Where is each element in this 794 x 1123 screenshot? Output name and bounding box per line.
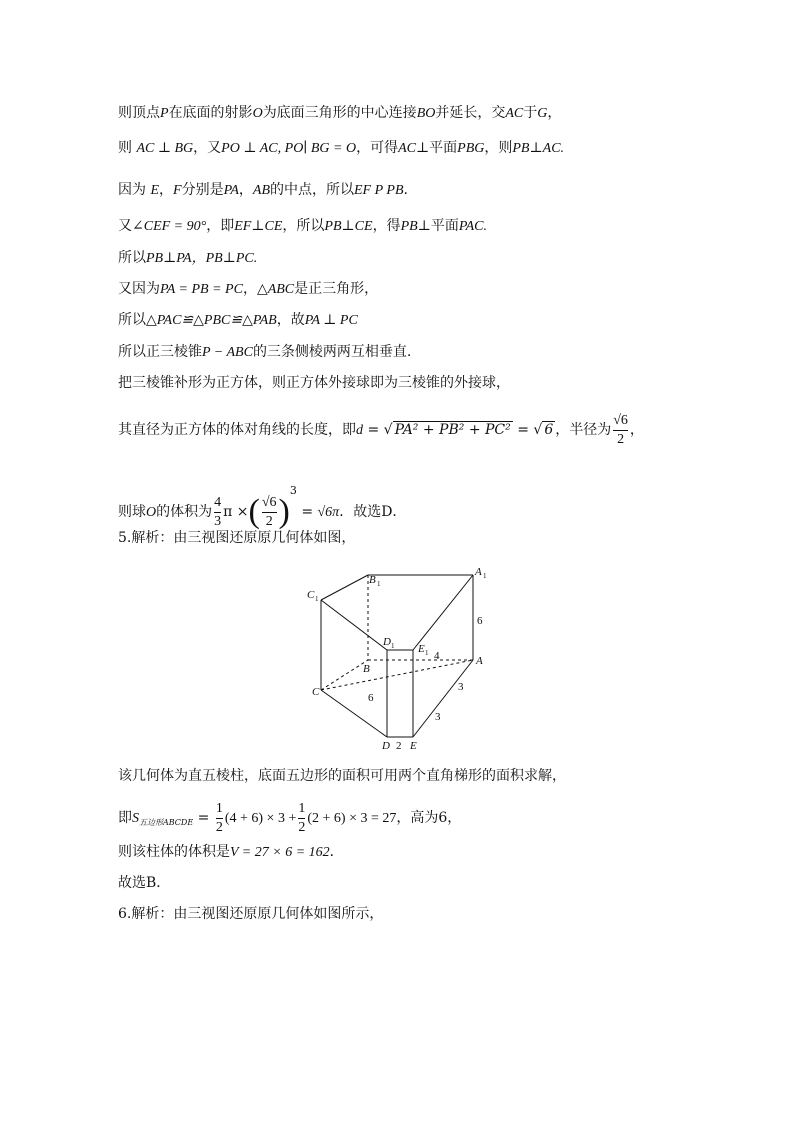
dim-cd-6: 6 <box>368 692 374 704</box>
label-d1: D <box>383 636 391 648</box>
dim-aa1-6: 6 <box>477 615 483 627</box>
label-a: A <box>476 655 483 667</box>
dim-e1-4: 4 <box>434 650 440 662</box>
hidden-edge-c-b <box>321 660 368 690</box>
text-line-15: 则该柱体的体积是V = 27 × 6 = 162． <box>118 844 344 860</box>
label-e1: E <box>418 643 425 655</box>
label-b: B <box>363 663 370 675</box>
text-line-5: 所以PB⊥PA，PB⊥PC. <box>118 250 258 266</box>
dim-ea-3-lower: 3 <box>435 711 441 723</box>
sqrt-6: √ 6 <box>533 422 554 438</box>
text-line-12: 5.解析：由三视图还原原几何体如图， <box>118 530 356 546</box>
label-e: E <box>410 740 417 752</box>
text-line-9: 把三棱锥补形为正方体，则正方体外接球即为三棱锥的外接球， <box>118 375 510 391</box>
fraction-half-2: $\frac{1}{2}$ <box>298 800 306 835</box>
label-d: D <box>382 740 390 752</box>
dim-de-2: 2 <box>396 740 402 752</box>
text-line-7: 所以△PAC≌△PBC≌△PAB，故PA ⊥ PC <box>118 312 358 328</box>
text-line-1: 则顶点P在底面的射影O为底面三角形的中心连接BO并延长，交AC于G， <box>118 105 562 121</box>
label-a1-sub: 1 <box>483 572 487 580</box>
text-line-8: 所以正三棱锥P − ABC的三条侧棱两两互相垂直. <box>118 344 412 360</box>
math-congruence: △PAC≌△PBC≌△PAB <box>146 313 277 328</box>
fraction-sqrt6-over-2: $\frac{√6}{2}$ <box>261 494 277 529</box>
label-b1-sub: 1 <box>377 580 381 588</box>
text-line-6: 又因为PA = PB = PC，△ABC是正三角形， <box>118 281 379 297</box>
sqrt-sum-squares: √ PA² + PB² + PC² <box>383 422 511 438</box>
pentagonal-prism-figure <box>300 560 500 760</box>
text-line-10: 其直径为正方体的体对角线的长度，即d = √ PA² + PB² + PC² = √ 6 ，半径为 $\frac{√6}{2}$ ， <box>118 412 644 447</box>
math-angle-cef: ∠CEF = 90° <box>132 219 207 234</box>
fraction-radius: $\frac{√6}{2}$ <box>613 412 628 447</box>
math-ac-perp-bg: AC ⊥ BG <box>136 141 194 156</box>
label-e1-sub: 1 <box>425 649 429 657</box>
hidden-edge-c-a <box>321 660 473 690</box>
label-c1-sub: 1 <box>315 595 319 603</box>
edge-c1-b1 <box>321 575 368 600</box>
label-b1: B <box>369 574 376 586</box>
edge-e-a <box>413 660 473 737</box>
text-line-4: 又∠CEF = 90°，即EF⊥CE，所以PB⊥CE，得PB⊥平面PAC. <box>118 218 487 234</box>
edge-c-d <box>321 690 387 737</box>
label-c: C <box>312 686 320 698</box>
edge-c1-d1 <box>321 600 387 650</box>
text-line-14: 即$S_{五边形ABCDE}$ = $\frac{1}{2}$ (4 + 6) × 3 + $\frac{1}{2}$ (2 + 6) × 3 = 27，高为6， <box>118 800 462 835</box>
label-a1: A <box>475 566 482 578</box>
label-c1: C <box>307 589 315 601</box>
math-po-perp-ac: PO ⊥ AC, PO∣ BG = O <box>221 141 357 156</box>
dim-ea-3-upper: 3 <box>458 681 464 693</box>
text-line-13: 该几何体为直五棱柱，底面五边形的面积可用两个直角梯形的面积求解， <box>118 768 566 784</box>
text-line-17: 6.解析：由三视图还原原几何体如图所示， <box>118 906 384 922</box>
math-ef-parallel-pb: EF P PB <box>354 183 404 198</box>
edge-e1-a1 <box>413 575 473 650</box>
fraction-four-thirds: $\frac{4}{3}$ <box>214 494 222 529</box>
text-line-2: 则 AC ⊥ BG，又PO ⊥ AC, PO∣ BG = O，可得AC⊥平面PBG，则PB⊥AC. <box>118 140 565 156</box>
fraction-half-1: $\frac{1}{2}$ <box>215 800 223 835</box>
text-line-16: 故选B． <box>118 875 171 891</box>
text-line-3: 因为 E，F分别是PA，AB的中点，所以EF P PB. <box>118 182 408 198</box>
text-line-11: 则球O的体积为 $\frac{4}{3}$ π ×( $\frac{√6}{2}$ )$^3$ = √6π．故选D． <box>118 484 407 530</box>
label-d1-sub: 1 <box>391 642 395 650</box>
